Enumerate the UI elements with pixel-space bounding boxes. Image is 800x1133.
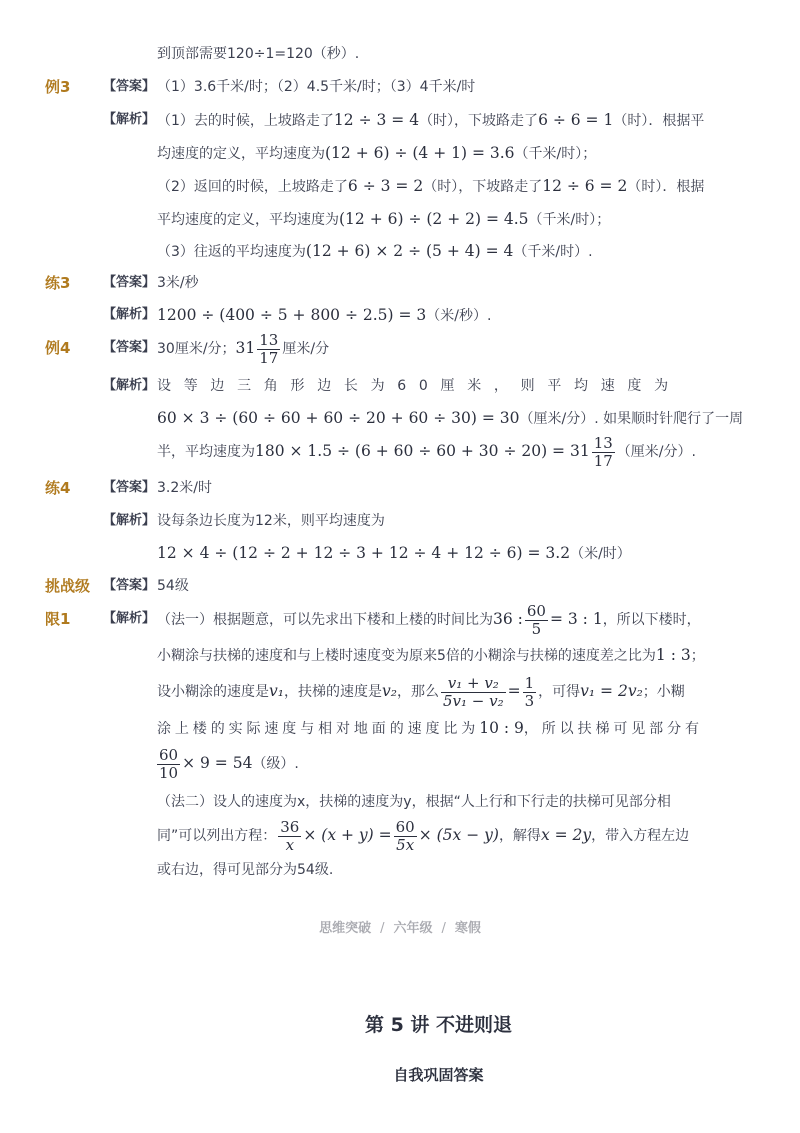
text-segment: 涂上楼的实际速度与相对地面的速度比为 (157, 721, 480, 737)
text-segment: （厘米/分）. (616, 444, 696, 460)
math-expression: (12 + 6) × 2 ÷ (5 + 4) = 4 (305, 242, 514, 260)
text-segment: ；小糊 (642, 684, 685, 700)
example-4-tag: 例4 (45, 339, 71, 357)
lecture-title: 第 5 讲 不进则退 (364, 1014, 513, 1036)
math-expression: 60 × 3 ÷ (60 ÷ 60 + 60 ÷ 20 + 60 ÷ 30) = 30 (157, 409, 520, 427)
practice-4-analysis-line-1: 设每条边长度为12米，则平均速度为 (157, 513, 385, 529)
fraction-numerator: 60 (395, 817, 415, 836)
text-segment: ，解得 (498, 828, 541, 844)
text-segment: （3）往返的平均速度为 (157, 244, 306, 260)
fraction (157, 747, 180, 782)
math-expression: 36 : (493, 610, 523, 628)
fraction-denominator: 17 (259, 348, 279, 367)
analysis-label: 【解析】 (103, 611, 156, 626)
fraction-numerator: 13 (259, 330, 279, 349)
text-segment: ，扶梯的速度是 (283, 684, 382, 700)
footer-separator: / (441, 921, 446, 936)
math-expression: (12 + 6) ÷ (2 + 2) = 4.5 (339, 210, 529, 228)
text-segment: （千米/时）. (513, 244, 593, 260)
example-3-analysis-line-3 (157, 176, 704, 197)
text-segment: （米/秒）. (426, 308, 492, 324)
text-segment: 平均速度的定义，平均速度为 (157, 212, 339, 228)
fraction-denominator: x (285, 835, 295, 854)
text-segment: 设小糊涂的速度是 (157, 684, 269, 700)
text-segment: ，带入方程左边 (591, 828, 690, 844)
text-segment: （米/时） (570, 546, 631, 562)
footer-separator: / (380, 921, 385, 936)
math-expression: 6 ÷ 6 = 1 (538, 111, 614, 129)
limit-1-line-5 (155, 746, 299, 782)
practice-4-tag: 练4 (45, 479, 71, 497)
analysis-label: 【解析】 (103, 378, 156, 393)
answer-label: 【答案】 (103, 79, 156, 94)
fraction (441, 675, 506, 710)
text-segment: ，可得 (538, 684, 581, 700)
analysis-label: 【解析】 (103, 513, 156, 528)
text-segment: 同”可以列出方程： (157, 828, 277, 844)
math-expression: × (x + y) = (303, 826, 392, 844)
math-expression: × (5x − y) (418, 826, 499, 844)
text-segment: （时），下坡路走了 (423, 179, 543, 195)
text-segment: ； (690, 648, 705, 664)
practice-4-answer: 3.2米/时 (157, 480, 212, 496)
fraction-denominator: 5x (396, 835, 415, 854)
fraction-denominator: 10 (159, 763, 179, 782)
example-3-tag: 例3 (45, 78, 71, 96)
answer-label: 【答案】 (103, 275, 156, 290)
fraction (278, 819, 301, 854)
text-segment: 厘米/分 (282, 341, 330, 357)
fraction-numerator: 13 (593, 433, 613, 452)
challenge-answer: 54级 (157, 578, 189, 594)
text-segment: ，所以下楼时， (602, 612, 701, 628)
footer-grade: 六年级 (393, 921, 433, 936)
fraction-denominator: 17 (593, 451, 613, 470)
analysis-label: 【解析】 (103, 307, 156, 322)
page-footer (0, 917, 800, 936)
example-4-answer (157, 331, 329, 367)
continuation-line: 到顶部需要120÷1=120（秒）. (157, 46, 360, 62)
fraction (257, 332, 280, 367)
answer-label: 【答案】 (103, 340, 156, 355)
math-expression: 1 : 3 (655, 646, 691, 664)
fraction (592, 435, 615, 470)
limit-1-line-7 (157, 818, 689, 854)
text-segment: ，那么 (396, 684, 439, 700)
fraction (523, 675, 537, 710)
text-segment: （千米/时）； (528, 212, 611, 228)
limit-1-line-4 (157, 718, 703, 739)
math-expression: x = 2y (540, 826, 592, 844)
limit-1-tag: 限1 (45, 610, 71, 628)
fraction-numerator: 60 (526, 601, 546, 620)
limit-1-line-2 (157, 645, 705, 666)
limit-1-line-8: 或右边，得可见部分为54级. (157, 862, 334, 878)
example-3-analysis-line-5 (157, 241, 593, 262)
example-4-analysis-line-3 (157, 434, 696, 470)
analysis-label: 【解析】 (103, 112, 156, 127)
example-3-analysis-line-1 (157, 110, 704, 131)
answer-label: 【答案】 (103, 480, 156, 495)
math-expression: v₁ = 2v₂ (580, 682, 643, 700)
fraction-numerator: 1 (524, 673, 535, 692)
math-expression: 12 × 4 ÷ (12 ÷ 2 + 12 ÷ 3 + 12 ÷ 4 + 12 ÷ 6) = 3.2 (157, 544, 571, 562)
mixed-number-whole: 31 (235, 339, 256, 357)
text-segment: 小糊涂与扶梯的速度和与上楼时速度变为原来5倍的小糊涂与扶梯的速度差之比为 (157, 648, 656, 664)
answer-label: 【答案】 (103, 578, 156, 593)
math-expression: 12 ÷ 3 = 4 (333, 111, 420, 129)
fraction (525, 603, 548, 638)
limit-1-line-1 (157, 602, 701, 638)
math-expression: 10 : 9 (479, 719, 524, 737)
limit-1-line-3 (157, 674, 685, 710)
example-3-answer: （1）3.6千米/时；（2）4.5千米/时；（3）4千米/时 (157, 79, 476, 95)
section-title: 自我巩固答案 (393, 1066, 484, 1084)
fraction-denominator: 5 (531, 619, 542, 638)
limit-1-line-6: （法二）设人的速度为x，扶梯的速度为y，根据“人上行和下行走的扶梯可见部分相 (157, 794, 671, 810)
fraction-numerator: v₁ + v₂ (441, 675, 506, 693)
text-segment: （级）. (252, 756, 299, 772)
footer-brand: 思维突破 (319, 921, 372, 936)
text-segment: （厘米/分）. 如果顺时针爬行了一周 (519, 411, 744, 427)
fraction-denominator: 3 (524, 691, 535, 710)
text-segment: （法一）根据题意，可以先求出下楼和上楼的时间比为 (157, 612, 493, 628)
footer-term: 寒假 (454, 921, 481, 936)
fraction-denominator: 5v₁ − v₂ (442, 691, 504, 710)
fraction-numerator: 60 (159, 745, 179, 764)
practice-3-analysis (157, 305, 491, 326)
math-expression: (12 + 6) ÷ (4 + 1) = 3.6 (325, 144, 515, 162)
practice-3-tag: 练3 (45, 274, 71, 292)
text-segment: （千米/时）； (514, 146, 597, 162)
text-segment: （1）去的时候，上坡路走了 (157, 113, 334, 129)
practice-4-analysis-line-2 (157, 543, 631, 564)
fraction (394, 819, 417, 854)
example-3-analysis-line-4 (157, 209, 610, 230)
example-3-analysis-line-2 (157, 143, 596, 164)
math-expression: 180 × 1.5 ÷ (6 + 60 ÷ 60 + 30 ÷ 20) = 31 (255, 442, 590, 460)
example-4-analysis-line-2 (157, 408, 743, 429)
text-segment: （时），下坡路走了 (419, 113, 539, 129)
text-segment: 半，平均速度为 (157, 444, 255, 460)
example-4-analysis-line-1: 设等边三角形边长为60厘米，则平均速度为 (157, 378, 681, 394)
math-expression: 12 ÷ 6 = 2 (542, 177, 628, 195)
text-segment: 30厘米/分； (157, 341, 236, 357)
text-segment: ，所以扶梯可见部分有 (523, 721, 703, 737)
text-segment: 均速度的定义，平均速度为 (157, 146, 325, 162)
math-expression: 6 ÷ 3 = 2 (347, 177, 424, 195)
math-variable: v₂ (381, 682, 397, 700)
text-segment: （时）．根据 (627, 179, 705, 195)
challenge-tag: 挑战级 (45, 577, 91, 595)
fraction-numerator: 36 (280, 817, 300, 836)
math-expression: 1200 ÷ (400 ÷ 5 + 800 ÷ 2.5) = 3 (157, 306, 427, 324)
text-segment: （时）．根据平 (613, 113, 705, 129)
math-expression: = 3 : 1 (549, 610, 603, 628)
math-variable: v₁ (269, 682, 284, 700)
practice-3-answer: 3米/秒 (157, 275, 199, 291)
math-expression: × 9 = 54 (182, 754, 253, 772)
math-expression: = (507, 682, 521, 700)
text-segment: （2）返回的时候，上坡路走了 (157, 179, 348, 195)
